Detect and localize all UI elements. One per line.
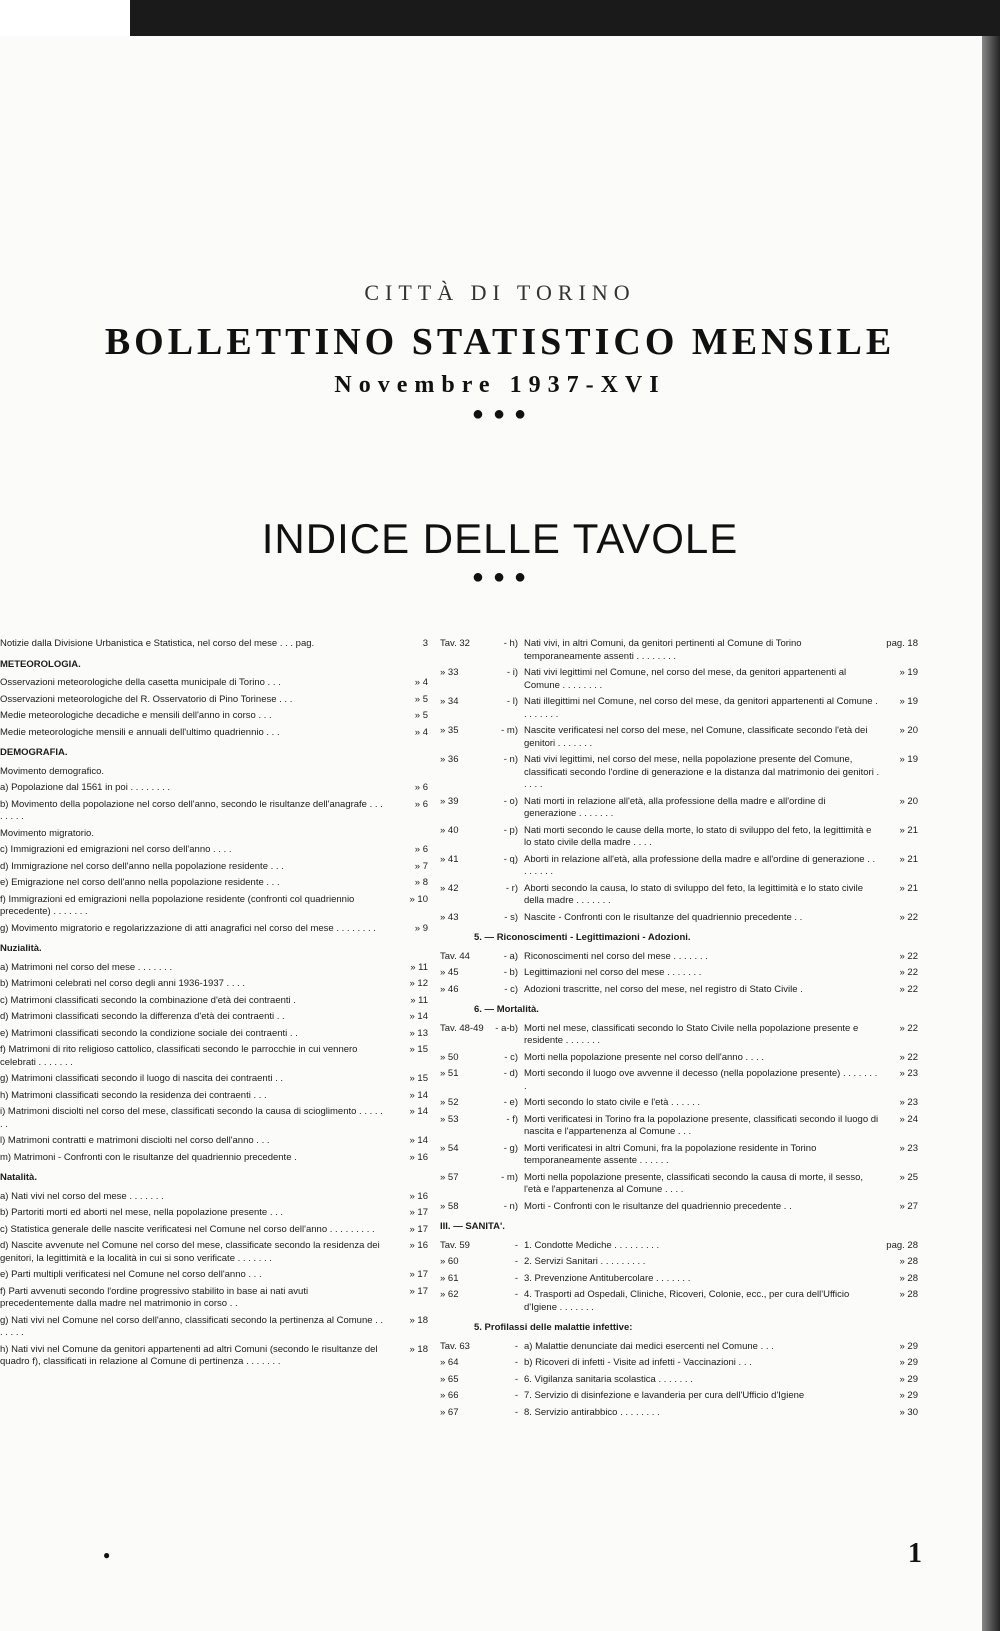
entry-text: c) Statistica generale delle nascite verificatesi nel Comune nel corso dell'anno . . . . . . . . . [0, 1223, 375, 1235]
entry-text: 4. Trasporti ad Ospedali, Cliniche, Ricoveri, Colonie, ecc., per cura dell'Ufficio d'Igiene . . . . . . . [524, 1289, 850, 1313]
index-entry [0, 727, 428, 740]
table-entry [440, 1256, 918, 1269]
table-number: » 45 [440, 967, 459, 978]
entry-page: » 29 [899, 1340, 918, 1352]
entry-page: pag. 18 [886, 638, 918, 649]
entry-page: » 16 [409, 1190, 428, 1202]
index-entry [0, 1073, 428, 1086]
index-entry [0, 962, 428, 975]
entry-page: » 5 [414, 710, 428, 721]
entry-page: » 20 [899, 795, 918, 807]
index-entry [0, 1344, 428, 1369]
table-number: » 40 [440, 824, 459, 836]
table-number: » 51 [440, 1068, 459, 1079]
index-entry [0, 1240, 428, 1265]
entry-page: » 22 [899, 950, 918, 962]
entry-text: Osservazioni meteorologiche della casetta municipale di Torino . . . [0, 677, 281, 688]
table-number: » 34 [440, 696, 459, 707]
entry-page: » 6 [414, 798, 428, 810]
table-number: » 41 [440, 853, 459, 865]
table-number: » 66 [440, 1390, 459, 1401]
entry-text: 8. Servizio antirabbico . . . . . . . . [524, 1406, 660, 1418]
index-right-column [440, 638, 918, 1423]
table-entry [440, 825, 918, 850]
index-entry [0, 923, 428, 936]
table-number: » 46 [440, 983, 459, 995]
entry-letter: - [514, 1256, 518, 1267]
table-entry [440, 1023, 918, 1048]
entry-letter: - c) [504, 983, 518, 995]
table-entry [440, 951, 918, 964]
entry-text: Morti verificatesi in Torino fra la popolazione presente, classificati secondo il luogo di nascita e l'appartenenza al Comune . . . [524, 1113, 879, 1137]
section-title: 5. Profilassi delle malattie infettive: [474, 1322, 633, 1333]
entry-letter: - i) [506, 667, 518, 678]
entry-text: b) Movimento della popolazione nel corso dell'anno, secondo le risultanze dell'anagrafe . . . . . . . . [0, 798, 383, 822]
entry-text: c) Immigrazioni ed emigrazioni nel corso dell'anno . . . . [0, 844, 232, 855]
entry-letter: - n) [503, 1200, 518, 1212]
entry-text: g) Movimento migratorio e regolarizzazione di atti anagrafici nel corso del mese . . . . . . . . [0, 922, 376, 934]
index-left-column [0, 638, 428, 1373]
entry-text: Nati vivi legittimi, nel corso del mese, nella popolazione presente del Comune, classificati secondo l'ordine di generazione e la distanza dal matrimonio dei genitori . . . . . [524, 754, 880, 790]
entry-text: Legittimazioni nel corso del mese . . . . . . . [524, 967, 702, 978]
document-header [0, 280, 1000, 426]
entry-page: » 27 [899, 1200, 918, 1212]
table-entry [440, 1052, 918, 1065]
entry-text: e) Parti multipli verificatesi nel Comune nel corso dell'anno . . . [0, 1269, 262, 1280]
entry-page: » 16 [409, 1151, 428, 1163]
table-number: » 53 [440, 1113, 459, 1125]
entry-page: » 29 [899, 1373, 918, 1385]
index-entry [0, 1152, 428, 1165]
entry-text: 1. Condotte Mediche . . . . . . . . . [524, 1239, 660, 1251]
entry-text: a) Matrimoni nel corso del mese . . . . . . . [0, 961, 173, 973]
index-entry [0, 1135, 428, 1148]
entry-page: » 17 [409, 1285, 428, 1297]
entry-page: » 30 [899, 1406, 918, 1418]
entry-page: » 7 [414, 860, 428, 872]
entry-text: h) Matrimoni classificati secondo la residenza dei contraenti . . . [0, 1089, 267, 1101]
index-entry [0, 677, 428, 690]
entry-text: Movimento migratorio. [0, 827, 94, 839]
entry-page: » 17 [409, 1269, 428, 1280]
table-number: » 42 [440, 882, 459, 894]
entry-page: » 19 [899, 696, 918, 707]
index-entry [0, 782, 428, 795]
section-title: Natalità. [0, 1172, 37, 1183]
entry-text: d) Nascite avvenute nel Comune nel corso del mese, classificate secondo la residenza dei genitori, la legittimità e la località in cui si sono verificate . . . . . . . [0, 1240, 380, 1264]
table-entry [440, 725, 918, 750]
table-number: » 62 [440, 1289, 459, 1300]
entry-page: » 14 [409, 1011, 428, 1022]
entry-text: a) Malattie denunciate dai medici esercenti nel Comune . . . [524, 1340, 774, 1352]
index-entry [0, 799, 428, 824]
entry-text: g) Matrimoni classificati secondo il luogo di nascita dei contraenti . . [0, 1073, 284, 1084]
entry-page: » 5 [414, 693, 428, 705]
entry-text: 2. Servizi Sanitari . . . . . . . . . [524, 1256, 646, 1267]
section-title: Nuzialità. [0, 943, 42, 954]
entry-text: Morti verificatesi in altri Comuni, fra la popolazione residente in Torino temporaneamente assente . . . . . . [524, 1142, 817, 1166]
table-number: » 65 [440, 1373, 459, 1385]
entry-letter: - [514, 1239, 518, 1251]
entry-page: 3 [422, 638, 428, 649]
table-entry [440, 1289, 918, 1314]
entry-page: » 14 [409, 1135, 428, 1146]
entry-letter: - h) [503, 638, 518, 649]
table-number: » 54 [440, 1142, 459, 1154]
index-entry [0, 894, 428, 919]
entry-page: » 23 [899, 1068, 918, 1079]
entry-text: Riconoscimenti nel corso del mese . . . . . . . [524, 950, 708, 962]
section-title: 6. — Mortalità. [474, 1004, 539, 1015]
entry-letter: - b) [503, 967, 518, 978]
entry-text: Nati vivi legittimi nel Comune, nel corso del mese, da genitori appartenenti al Comune . . . . . . . . [524, 667, 847, 691]
index-entry [0, 1315, 428, 1340]
table-number: Tav. 48-49 [440, 1022, 484, 1034]
table-entry [440, 667, 918, 692]
table-entry [440, 1097, 918, 1110]
entry-text: b) Ricoveri di infetti - Visite ad infetti - Vaccinazioni . . . [524, 1357, 752, 1368]
entry-text: f) Parti avvenuti secondo l'ordine progressivo stabilito in base ai nati avuti precedentemente dalla madre nel matrimonio in corso . . [0, 1285, 309, 1309]
entry-text: g) Nati vivi nel Comune nel corso dell'anno, classificati secondo la pertinenza al Comune . . . . . . . [0, 1314, 384, 1338]
entry-text: i) Matrimoni disciolti nel corso del mese, classificati secondo la causa di scioglimento . . . . . . . [0, 1106, 383, 1130]
entry-text: a) Popolazione dal 1561 in poi . . . . . . . . [0, 782, 171, 793]
entry-page: » 22 [899, 911, 918, 923]
entry-page: » 22 [899, 967, 918, 978]
entry-text: 3. Prevenzione Antitubercolare . . . . . . . [524, 1272, 691, 1284]
entry-text: b) Partoriti morti ed aborti nel mese, nella popolazione presente . . . [0, 1207, 284, 1218]
table-entry [440, 1201, 918, 1214]
entry-page: » 22 [899, 983, 918, 995]
table-number: » 43 [440, 911, 459, 923]
entry-text: Morti nella popolazione presente, classificati secondo la causa di morte, il sesso, l'età e l'appartenenza al Comune . . . . [524, 1171, 864, 1195]
entry-page: » 4 [414, 677, 428, 688]
ornament-2: ● ● ● [471, 566, 529, 588]
entry-text: Aborti secondo la causa, lo stato di sviluppo del feto, la legittimità e lo stato civile della madre . . . . . . . [524, 882, 864, 906]
index-entry [0, 1191, 428, 1204]
index-entry [0, 1106, 428, 1131]
entry-text: b) Matrimoni celebrati nel corso degli anni 1936-1937 . . . . [0, 978, 246, 989]
index-entry [0, 978, 428, 991]
table-number: » 64 [440, 1357, 459, 1368]
table-number: » 50 [440, 1051, 459, 1063]
entry-letter: - m) [501, 1171, 518, 1183]
entry-page: » 15 [409, 1073, 428, 1084]
table-number: Tav. 44 [440, 950, 470, 962]
entry-page: » 19 [899, 667, 918, 678]
entry-page: » 19 [899, 754, 918, 765]
entry-letter: - o) [503, 795, 518, 807]
entry-page: » 9 [414, 922, 428, 934]
entry-page: » 21 [899, 853, 918, 865]
entry-page: » 14 [409, 1106, 428, 1117]
entry-letter: - p) [503, 824, 518, 836]
entry-page [384, 828, 428, 841]
entry-letter: - g) [503, 1142, 518, 1154]
table-entry [440, 854, 918, 879]
entry-page: » 6 [414, 782, 428, 793]
entry-page: pag. 28 [886, 1239, 918, 1251]
index-entry [0, 861, 428, 874]
index-entry [0, 828, 428, 841]
entry-text: l) Matrimoni contratti e matrimoni disciolti nel corso dell'anno . . . [0, 1135, 270, 1146]
index-entry [0, 694, 428, 707]
section-title: 5. — Riconoscimenti - Legittimazioni - Adozioni. [474, 932, 691, 943]
entry-text: Medie meteorologiche mensili e annuali dell'ultimo quadriennio . . . [0, 726, 280, 738]
scan-dark-band [130, 0, 1000, 36]
entry-letter: - [514, 1289, 518, 1300]
entry-letter: - s) [504, 911, 518, 923]
entry-page: » 12 [409, 978, 428, 989]
entry-page: » 4 [414, 726, 428, 738]
entry-page [384, 766, 428, 779]
section-title: DEMOGRAFIA. [0, 747, 68, 758]
table-entry [440, 1374, 918, 1387]
entry-letter: - [514, 1373, 518, 1385]
table-entry [440, 696, 918, 721]
entry-text: Aborti in relazione all'età, alla professione della madre e all'ordine di generazione . . . . . . . . [524, 853, 876, 877]
index-entry [0, 995, 428, 1008]
entry-letter: - [514, 1357, 518, 1368]
entry-letter: - a-b) [495, 1022, 518, 1034]
entry-text: Nati illegittimi nel Comune, nel corso del mese, da genitori appartenenti al Comune . . . . . . . . [524, 696, 878, 720]
entry-page: » 23 [899, 1097, 918, 1108]
entry-page: » 11 [410, 961, 428, 973]
table-number: Tav. 63 [440, 1340, 470, 1352]
table-number: Tav. 32 [440, 638, 470, 649]
table-entry [440, 967, 918, 980]
entry-text: Osservazioni meteorologiche del R. Osservatorio di Pino Torinese . . . [0, 693, 293, 705]
table-entry [440, 984, 918, 997]
index-entry [0, 1207, 428, 1220]
entry-page: » 22 [899, 1051, 918, 1063]
table-entry [440, 1390, 918, 1403]
index-entry [0, 1090, 428, 1103]
entry-text: e) Matrimoni classificati secondo la condizione sociale dei contraenti . . [0, 1027, 298, 1039]
entry-text: 7. Servizio di disinfezione e lavanderia per cura dell'Ufficio d'Igiene [524, 1390, 805, 1401]
entry-text: a) Nati vivi nel corso del mese . . . . . . . [0, 1190, 164, 1202]
table-entry [440, 1273, 918, 1286]
entry-page: » 28 [899, 1256, 918, 1267]
entry-page: » 28 [899, 1289, 918, 1300]
issue-month: Novembre 1937-XVI [334, 372, 666, 398]
index-entry [0, 1044, 428, 1069]
entry-text: Nascite - Confronti con le risultanze del quadriennio precedente . . [524, 911, 803, 923]
index-entry [0, 1011, 428, 1024]
entry-page: » 23 [899, 1142, 918, 1154]
entry-letter: - c) [504, 1051, 518, 1063]
entry-text: Morti nel mese, classificati secondo lo Stato Civile nella popolazione presente e residente . . . . . . . [524, 1022, 859, 1046]
entry-page: » 28 [899, 1272, 918, 1284]
table-number: » 58 [440, 1200, 459, 1212]
table-number: » 67 [440, 1406, 459, 1418]
ornament: ● ● ● [471, 403, 529, 425]
entry-text: Nati morti secondo le cause della morte, lo stato di sviluppo del feto, la legittimità e lo stato civile della madre . . . . [524, 824, 872, 848]
entry-letter: - r) [505, 882, 518, 894]
entry-letter: - d) [503, 1068, 518, 1079]
entry-page: » 14 [409, 1089, 428, 1101]
entry-letter: - n) [503, 754, 518, 765]
entry-page: » 8 [414, 877, 428, 888]
entry-page: » 18 [409, 1343, 428, 1355]
entry-letter: - e) [503, 1097, 518, 1108]
section-title: METEOROLOGIA. [0, 658, 81, 670]
scan-mark: ● [103, 1548, 111, 1562]
index-entry [0, 1224, 428, 1237]
index-title: INDICE DELLE TAVOLE [261, 515, 739, 562]
entry-letter: - [514, 1340, 518, 1352]
table-entry [440, 796, 918, 821]
entry-letter: - q) [503, 853, 518, 865]
entry-text: Notizie dalla Divisione Urbanistica e Statistica, nel corso del mese . . . pag. [0, 638, 315, 649]
table-number: » 33 [440, 667, 459, 678]
section-title: III. — SANITA'. [440, 1221, 505, 1232]
entry-text: f) Matrimoni di rito religioso cattolico, classificati secondo le parrocchie in cui vennero celebrati . . . . . . . [0, 1044, 358, 1068]
entry-text: d) Immigrazione nel corso dell'anno nella popolazione residente . . . [0, 860, 284, 872]
table-entry [440, 1068, 918, 1093]
table-number: » 35 [440, 725, 459, 736]
entry-text: 6. Vigilanza sanitaria scolastica . . . . . . . [524, 1373, 693, 1385]
entry-letter: - f) [506, 1113, 518, 1125]
page-number: 1 [908, 1538, 922, 1569]
table-number: » 61 [440, 1272, 459, 1284]
index-entry [0, 710, 428, 723]
entry-text: Nati morti in relazione all'età, alla professione della madre e all'ordine di generazione . . . . . . . [524, 795, 826, 819]
table-entry [440, 1407, 918, 1420]
index-entry [0, 1286, 428, 1311]
index-entry [0, 844, 428, 857]
index-entry [0, 638, 428, 651]
table-number: » 60 [440, 1256, 459, 1267]
entry-text: Adozioni trascritte, nel corso del mese, nel registro di Stato Civile . [524, 983, 803, 995]
entry-page: » 24 [899, 1113, 918, 1125]
table-number: » 39 [440, 795, 459, 807]
entry-text: Nascite verificatesi nel corso del mese, nel Comune, classificate secondo l'età dei genitori . . . . . . . [524, 725, 868, 749]
index-entry [0, 1269, 428, 1282]
entry-page: » 21 [899, 882, 918, 894]
table-entry [440, 883, 918, 908]
entry-page: » 13 [409, 1027, 428, 1039]
entry-letter: - m) [501, 725, 518, 736]
index-entry [0, 877, 428, 890]
entry-page: » 29 [899, 1390, 918, 1401]
entry-text: m) Matrimoni - Confronti con le risultanze del quadriennio precedente . [0, 1151, 297, 1163]
entry-page: » 16 [409, 1240, 428, 1251]
entry-page: » 22 [899, 1022, 918, 1034]
table-number: » 36 [440, 754, 459, 765]
entry-page: » 10 [409, 893, 428, 905]
table-number: Tav. 59 [440, 1239, 470, 1251]
entry-page: » 21 [899, 824, 918, 836]
entry-letter: - [514, 1406, 518, 1418]
city-name: CITTÀ DI TORINO [364, 280, 636, 305]
index-entry [0, 1028, 428, 1041]
entry-text: h) Nati vivi nel Comune da genitori appartenenti ad altri Comuni (secondo le risultanze del quadro f), classificati in relazione al Comune di pertinenza . . . . . . . [0, 1343, 378, 1367]
table-entry [440, 1240, 918, 1253]
index-entry [0, 766, 428, 779]
table-entry [440, 1143, 918, 1168]
entry-letter: - [514, 1390, 518, 1401]
table-number: » 52 [440, 1097, 459, 1108]
entry-text: Morti secondo il luogo ove avvenne il decesso (nella popolazione presente) . . . . . . . . [524, 1068, 878, 1092]
table-entry [440, 1341, 918, 1354]
entry-text: Nati vivi, in altri Comuni, da genitori pertinenti al Comune di Torino temporaneamente assenti . . . . . . . . [524, 638, 802, 662]
table-entry [440, 1114, 918, 1139]
entry-page: » 11 [410, 994, 428, 1006]
table-entry [440, 638, 918, 663]
entry-page: » 25 [899, 1171, 918, 1183]
entry-text: Medie meteorologiche decadiche e mensili dell'anno in corso . . . [0, 710, 272, 721]
entry-text: f) Immigrazioni ed emigrazioni nella popolazione residente (confronti col quadriennio precedente) . . . . . . . [0, 893, 355, 917]
entry-text: c) Matrimoni classificati secondo la combinazione d'età dei contraenti . [0, 994, 296, 1006]
entry-text: Movimento demografico. [0, 765, 105, 777]
entry-page: » 20 [899, 725, 918, 736]
entry-page: » 29 [899, 1357, 918, 1368]
entry-letter: - a) [503, 950, 518, 962]
scan-right-edge [982, 36, 1000, 1631]
entry-letter: - [514, 1272, 518, 1284]
entry-letter: - l) [506, 696, 518, 707]
entry-text: d) Matrimoni classificati secondo la differenza d'età dei contraenti . . [0, 1011, 285, 1022]
entry-text: e) Emigrazione nel corso dell'anno nella popolazione residente . . . [0, 877, 280, 888]
table-entry [440, 912, 918, 925]
entry-page: » 18 [409, 1314, 428, 1326]
bulletin-title: BOLLETTINO STATISTICO MENSILE [104, 321, 896, 363]
entry-page: » 6 [414, 844, 428, 855]
entry-text: Morti nella popolazione presente nel corso dell'anno . . . . [524, 1051, 764, 1063]
entry-page: » 15 [409, 1044, 428, 1055]
entry-page: » 17 [409, 1207, 428, 1218]
table-entry [440, 1357, 918, 1370]
table-number: » 57 [440, 1171, 459, 1183]
table-entry [440, 1172, 918, 1197]
entry-text: Morti secondo lo stato civile e l'età . . . . . . [524, 1097, 701, 1108]
entry-page: » 17 [409, 1223, 428, 1235]
entry-text: Morti - Confronti con le risultanze del quadriennio precedente . . [524, 1200, 792, 1212]
table-entry [440, 754, 918, 792]
